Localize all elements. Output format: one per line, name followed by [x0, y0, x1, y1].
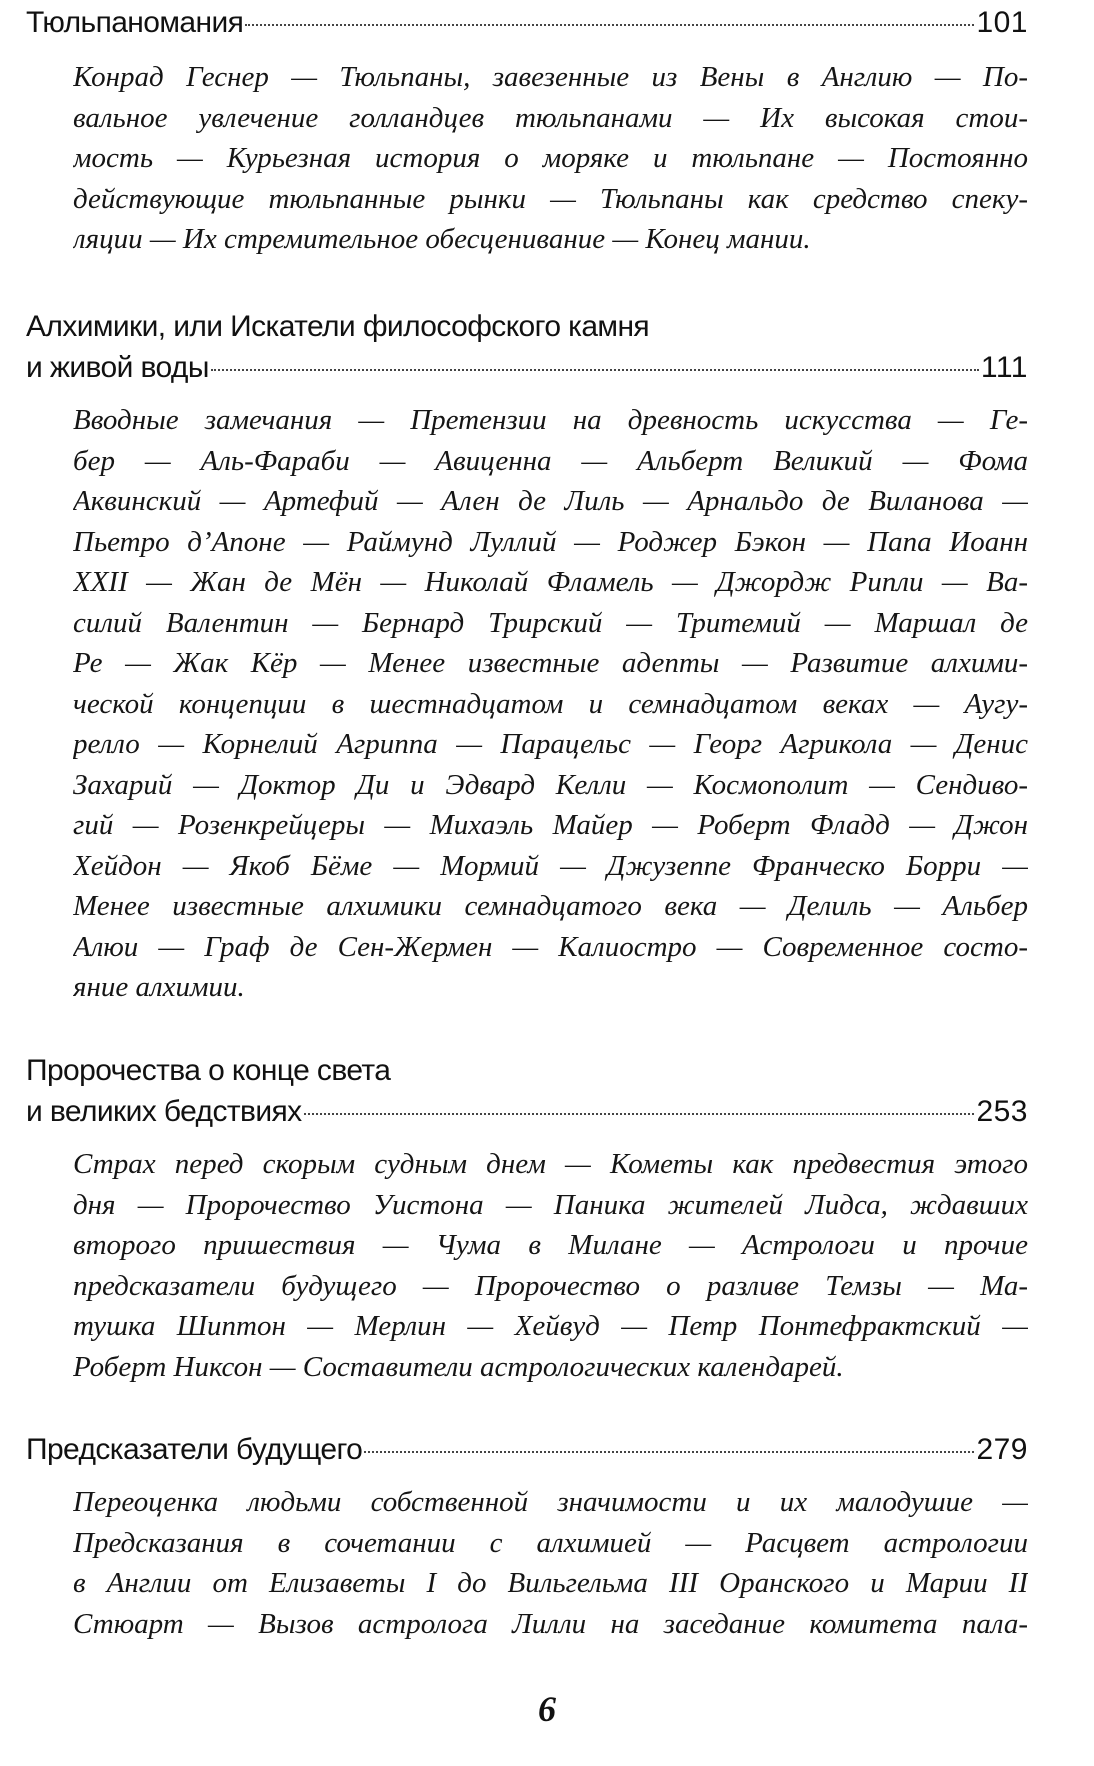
summary-line: Стюарт — Вызов астролога Лилли на заседание комитета пала-: [73, 1607, 1028, 1640]
summary-line: Переоценка людьми собственной значимости и их малодушие —: [73, 1486, 1028, 1518]
chapter-summary: [73, 1144, 1028, 1387]
summary-line: дня — Пророчество Уистона — Паника жителей Лидса, ждавших: [73, 1188, 1028, 1221]
summary-line: яние алхимии.: [73, 971, 245, 1003]
summary-line: бер — Аль-Фараби — Авиценна — Альберт Великий — Фома: [73, 444, 1028, 477]
toc-entry-heading[interactable]: [26, 2, 1028, 43]
toc-entry: [26, 1429, 1028, 1644]
summary-line: гий — Розенкрейцеры — Михаэль Майер — Роберт Фладд — Джон: [73, 809, 1028, 841]
chapter-title-continuation: и живой воды: [26, 351, 209, 384]
leader-dots: [304, 1113, 975, 1115]
chapter-title-continuation: и великих бедствиях: [26, 1095, 302, 1128]
chapter-summary: [73, 57, 1028, 260]
summary-line: Менее известные алхимики семнадцатого века — Делиль — Альбер: [73, 890, 1028, 922]
chapter-title: Предсказатели будущего: [26, 1433, 363, 1466]
page-number: 253: [976, 1095, 1028, 1128]
summary-line: Хейдон — Якоб Бёме — Мормий — Джузеппе Франческо Борри —: [73, 849, 1028, 882]
summary-line: Вводные замечания — Претензии на древность искусства — Ге-: [73, 404, 1028, 436]
summary-line: второго пришествия — Чума в Милане — Астрологи и прочие: [73, 1229, 1028, 1261]
leader-dots: [364, 1451, 974, 1453]
summary-line: Ре — Жак Кёр — Менее известные адепты — Развитие алхими-: [73, 647, 1028, 679]
page-folio-number: 6: [538, 1689, 556, 1729]
summary-line: мость — Курьезная история о моряке и тюльпане — Постоянно: [73, 142, 1028, 174]
summary-line: Захарий — Доктор Ди и Эдвард Келли — Космополит — Сендиво-: [73, 768, 1028, 801]
summary-line: действующие тюльпанные рынки — Тюльпаны как средство спеку-: [73, 182, 1028, 215]
chapter-title: Пророчества о конце света: [26, 1054, 391, 1087]
leader-dots: [211, 369, 979, 371]
toc-entry-heading[interactable]: [26, 306, 1028, 388]
summary-line: Роберт Никсон — Составители астрологических календарей.: [73, 1350, 844, 1383]
summary-line: XXII — Жан де Мён — Николай Фламель — Джордж Рипли — Ва-: [73, 566, 1028, 598]
page-number: 101: [976, 6, 1028, 39]
summary-line: Предсказания в сочетании с алхимией — Расцвет астрологии: [73, 1526, 1028, 1559]
chapter-title: Алхимики, или Искатели философского камня: [26, 310, 650, 343]
summary-line: Страх перед скорым судным днем — Кометы как предвестия этого: [73, 1148, 1028, 1180]
summary-line: силий Валентин — Бернард Трирский — Тритемий — Маршал де: [73, 606, 1028, 639]
leader-dots: [245, 24, 974, 26]
chapter-title: Тюльпаномания: [26, 6, 244, 39]
toc-entry: [26, 2, 1028, 260]
toc-entry-heading[interactable]: [26, 1050, 1028, 1132]
summary-line: Алюи — Граф де Сен-Жермен — Калиостро — Современное состо-: [73, 930, 1028, 963]
summary-line: Конрад Геснер — Тюльпаны, завезенные из Вены в Англию — По-: [73, 61, 1028, 93]
page-number: 111: [980, 351, 1028, 384]
summary-line: тушка Шиптон — Мерлин — Хейвуд — Петр Понтефрактский —: [73, 1310, 1028, 1342]
toc-entry: [26, 306, 1028, 1008]
summary-line: Аквинский — Артефий — Ален де Лиль — Арнальдо де Виланова —: [73, 485, 1028, 517]
summary-line: вальное увлечение голландцев тюльпанами — Их высокая стои-: [73, 101, 1028, 134]
toc-entry-heading[interactable]: [26, 1429, 1028, 1470]
chapter-summary: [73, 400, 1028, 1008]
summary-line: Пьетро д’Апоне — Раймунд Луллий — Роджер Бэкон — Папа Иоанн: [73, 525, 1028, 558]
summary-line: релло — Корнелий Агриппа — Парацельс — Георг Агрикола — Денис: [73, 728, 1028, 760]
summary-line: предсказатели будущего — Пророчество о разливе Темзы — Ма-: [73, 1269, 1028, 1302]
summary-line: в Англии от Елизаветы I до Вильгельма III Оранского и Марии II: [73, 1567, 1028, 1599]
page-number: 279: [976, 1433, 1028, 1466]
toc-entry: [26, 1050, 1028, 1387]
summary-line: ляции — Их стремительное обесценивание — Конец мании.: [73, 223, 811, 255]
summary-line: ческой концепции в шестнадцатом и семнадцатом веках — Аугу-: [73, 687, 1028, 720]
chapter-summary: [73, 1482, 1028, 1644]
